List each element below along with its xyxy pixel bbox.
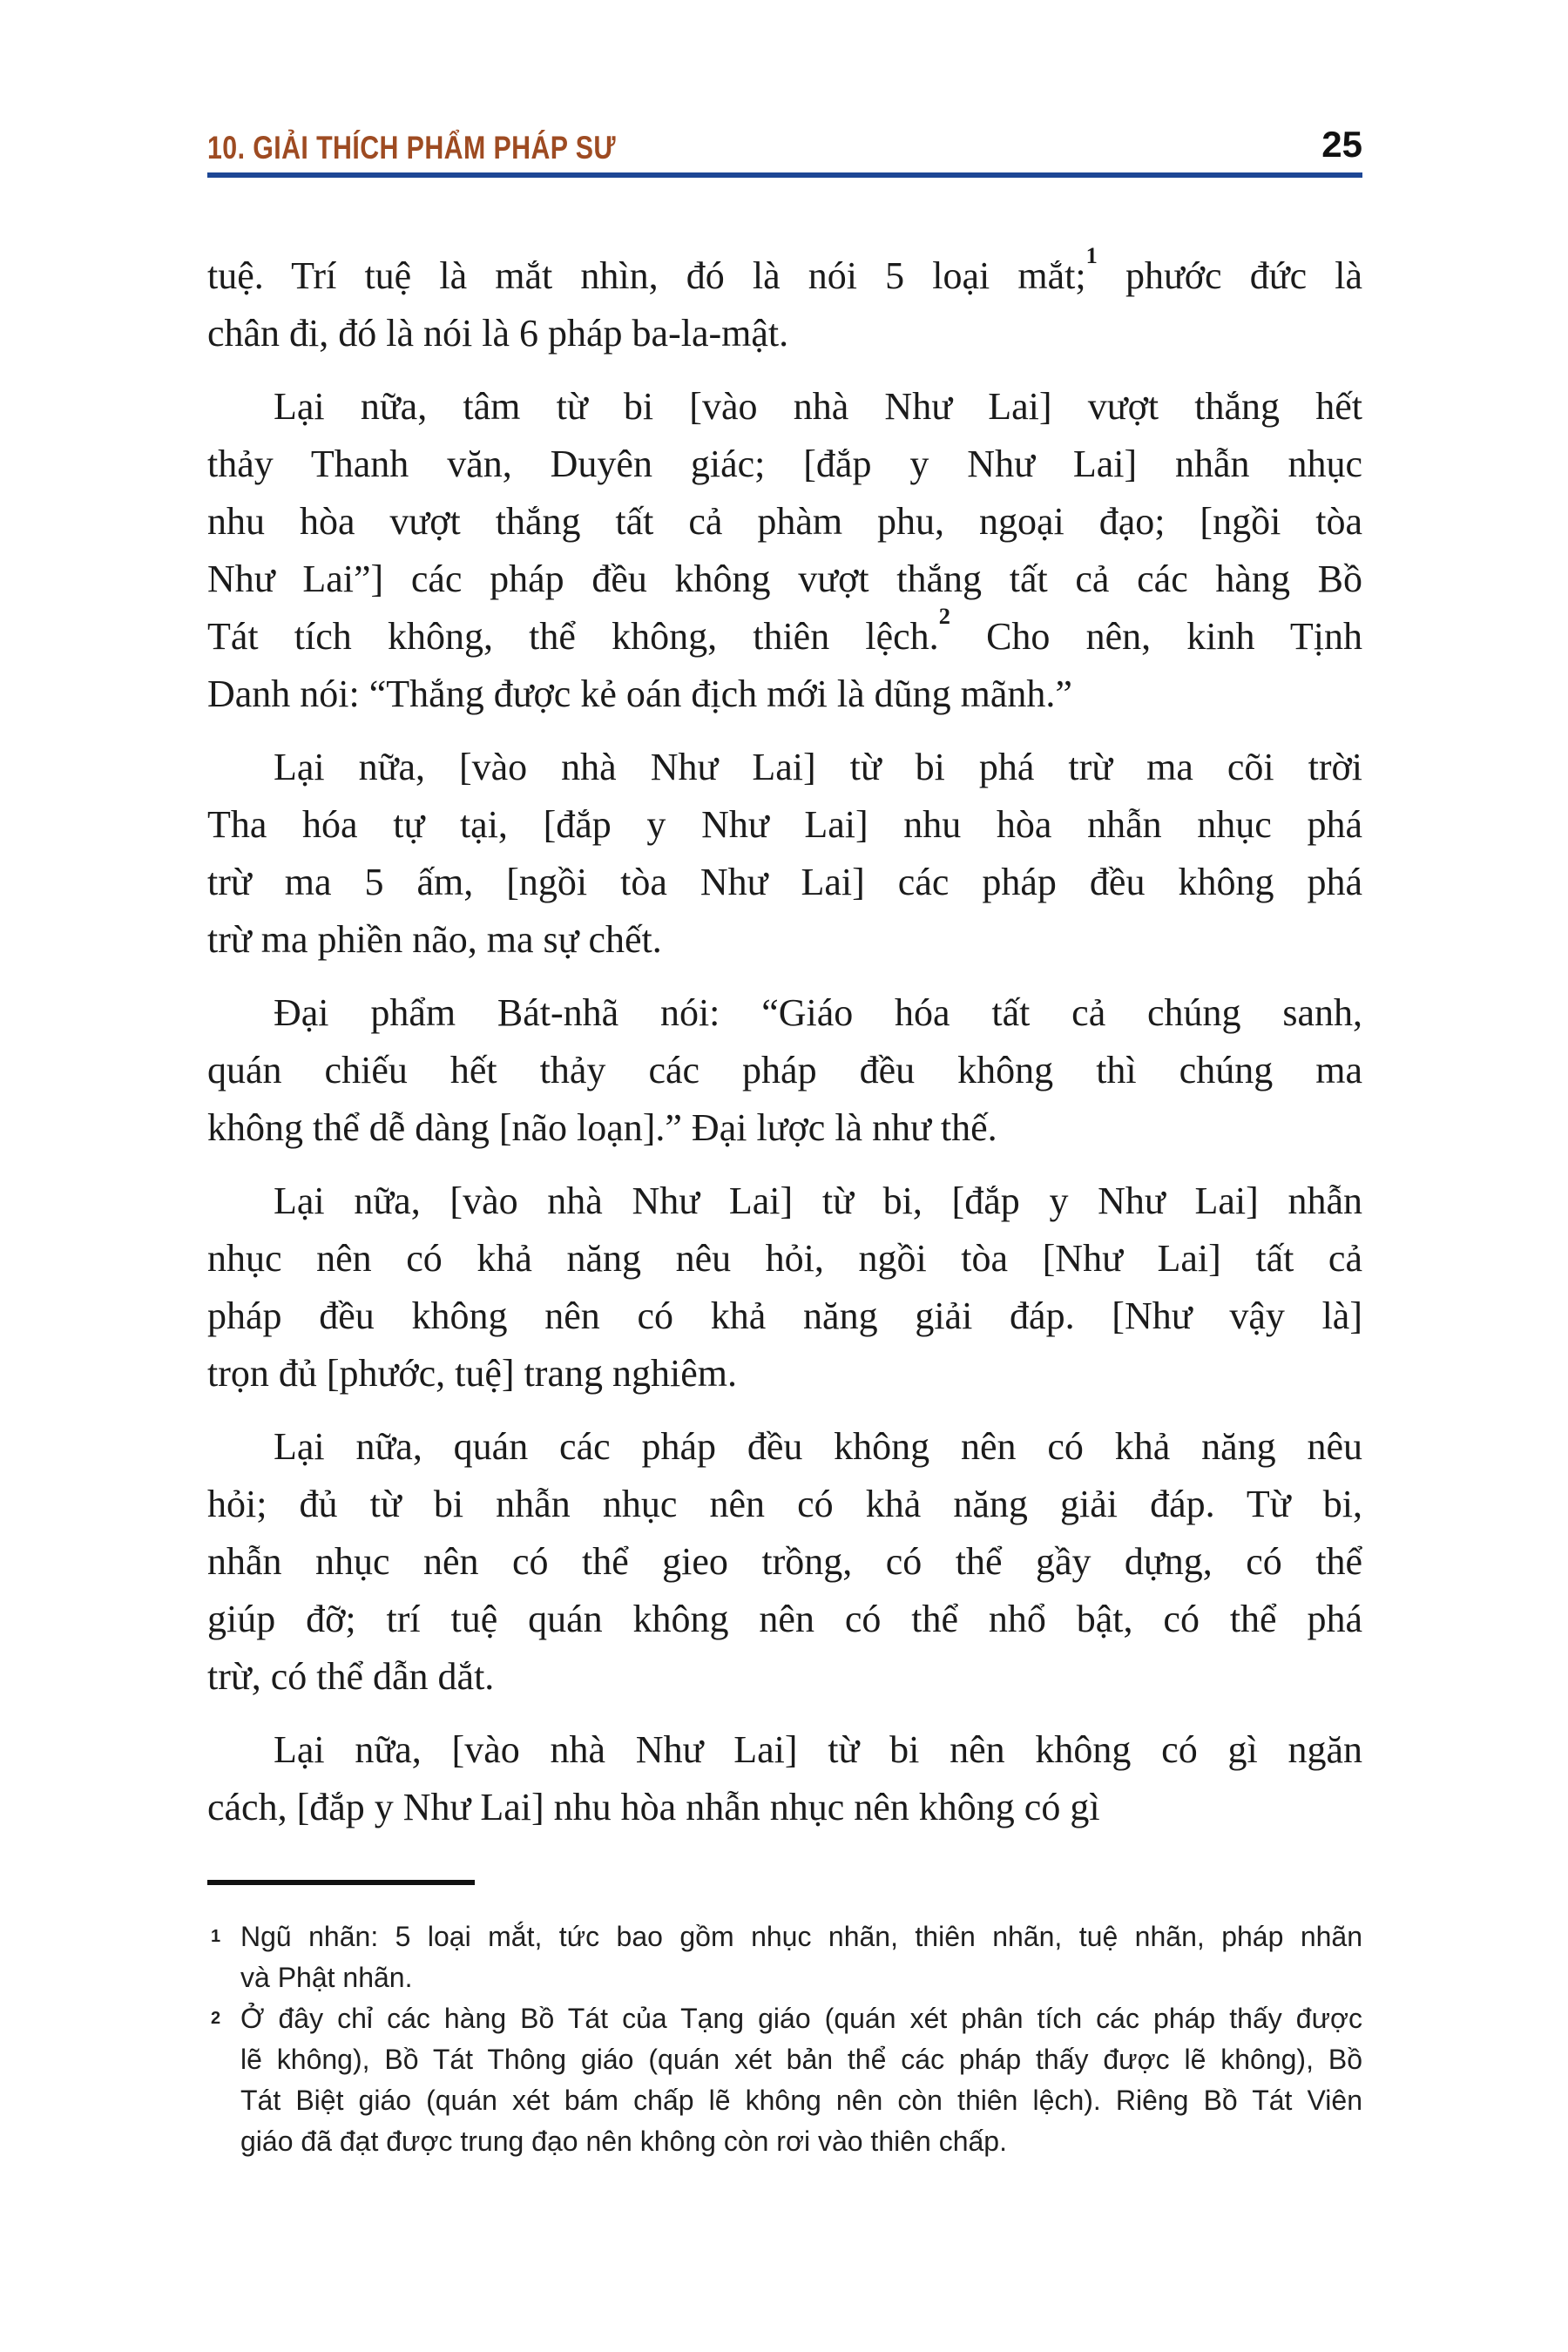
text-line: Lại nữa, [vào nhà Như Lai] từ bi phá trừ ma cõi trời (274, 746, 1362, 788)
footnote (207, 1998, 1362, 2162)
paragraph (207, 378, 1362, 723)
footnotes (207, 1916, 1362, 2162)
footnote-line: Tát Biệt giáo (quán xét bám chấp lẽ không nên còn thiên lệch). Riêng Bồ Tát Viên (240, 2085, 1362, 2116)
text-line: Danh nói: “Thắng được kẻ oán địch mới là dũng mãnh.” (207, 672, 1072, 715)
text-line: tuệ. Trí tuệ là mắt nhìn, đó là nói 5 loại mắt;$^1$ phước đức là (207, 242, 1362, 297)
text-line: cách, [đắp y Như Lai] nhu hòa nhẫn nhục nên không có gì (207, 1786, 1100, 1828)
paragraph (207, 739, 1362, 969)
page-number: 25 (1321, 124, 1362, 165)
text-line: quán chiếu hết thảy các pháp đều không thì chúng ma (207, 1049, 1362, 1092)
text-line: pháp đều không nên có khả năng giải đáp. [Như vậy là] (207, 1294, 1362, 1337)
text-line: Đại phẩm Bát-nhã nói: “Giáo hóa tất cả chúng sanh, (274, 991, 1362, 1034)
text-line: nhu hòa vượt thắng tất cả phàm phu, ngoại đạo; [ngồi tòa (207, 500, 1362, 543)
paragraph (207, 1721, 1362, 1836)
text-line: Lại nữa, [vào nhà Như Lai] từ bi nên không có gì ngăn (274, 1728, 1362, 1771)
text-line: không thể dễ dàng [não loạn].” Đại lược là như thế. (207, 1106, 997, 1149)
text-line: thảy Thanh văn, Duyên giác; [đắp y Như Lai] nhẫn nhục (207, 443, 1362, 485)
footnote-separator (207, 1880, 475, 1885)
footnote-reference: 1 (1085, 242, 1098, 269)
text-line: Lại nữa, [vào nhà Như Lai] từ bi, [đắp y Như Lai] nhẫn (274, 1179, 1362, 1222)
paragraph (207, 984, 1362, 1157)
text-line: Lại nữa, tâm từ bi [vào nhà Như Lai] vượt thắng hết (274, 385, 1362, 428)
paragraph (207, 1173, 1362, 1402)
running-header-chapter-title: 10. GIẢI THÍCH PHẨM PHÁP SƯ (207, 130, 616, 166)
text-line: Lại nữa, quán các pháp đều không nên có khả năng nêu (274, 1425, 1362, 1468)
footnote-line: lẽ không), Bồ Tát Thông giáo (quán xét bản thể các pháp thấy được lẽ không), Bồ (240, 2044, 1362, 2075)
text-line: nhẫn nhục nên có thể gieo trồng, có thể gầy dựng, có thể (207, 1540, 1362, 1583)
footnote-marker: 2 (211, 2009, 221, 2028)
footnote-line: giáo đã đạt được trung đạo nên không còn rơi vào thiên chấp. (240, 2126, 1007, 2157)
header-rule (207, 172, 1362, 178)
footnote-reference: 2 (938, 603, 950, 630)
text-line: Tha hóa tự tại, [đắp y Như Lai] nhu hòa nhẫn nhục phá (207, 803, 1362, 846)
text-line: trừ ma 5 ấm, [ngồi tòa Như Lai] các pháp đều không phá (207, 861, 1362, 903)
footnote-line: và Phật nhãn. (240, 1962, 413, 1993)
text-line: Tát tích không, thể không, thiên lệch.$^2$ Cho nên, kinh Tịnh (207, 603, 1362, 658)
text-line: nhục nên có khả năng nêu hỏi, ngồi tòa [Như Lai] tất cả (207, 1237, 1362, 1280)
footnote (207, 1916, 1362, 1998)
footnote-line: Ở đây chỉ các hàng Bồ Tát của Tạng giáo (quán xét phân tích các pháp thấy được (240, 2003, 1362, 2034)
text-line: trọn đủ [phước, tuệ] trang nghiêm. (207, 1352, 737, 1395)
text-line: Như Lai”] các pháp đều không vượt thắng tất cả các hàng Bồ (207, 558, 1362, 600)
text-line: trừ, có thể dẫn dắt. (207, 1655, 495, 1698)
footnote-marker: 1 (211, 1927, 221, 1946)
footnote-line: Ngũ nhãn: 5 loại mắt, tức bao gồm nhục nhãn, thiên nhãn, tuệ nhãn, pháp nhãn (240, 1921, 1362, 1952)
text-line: hỏi; đủ từ bi nhẫn nhục nên có khả năng giải đáp. Từ bi, (207, 1483, 1362, 1525)
paragraph (207, 1418, 1362, 1706)
body-text (207, 242, 1362, 1836)
paragraph (207, 242, 1362, 362)
text-line: trừ ma phiền não, ma sự chết. (207, 918, 662, 961)
text-line: chân đi, đó là nói là 6 pháp ba-la-mật. (207, 312, 789, 355)
text-line: giúp đỡ; trí tuệ quán không nên có thể nhổ bật, có thể phá (207, 1598, 1362, 1640)
